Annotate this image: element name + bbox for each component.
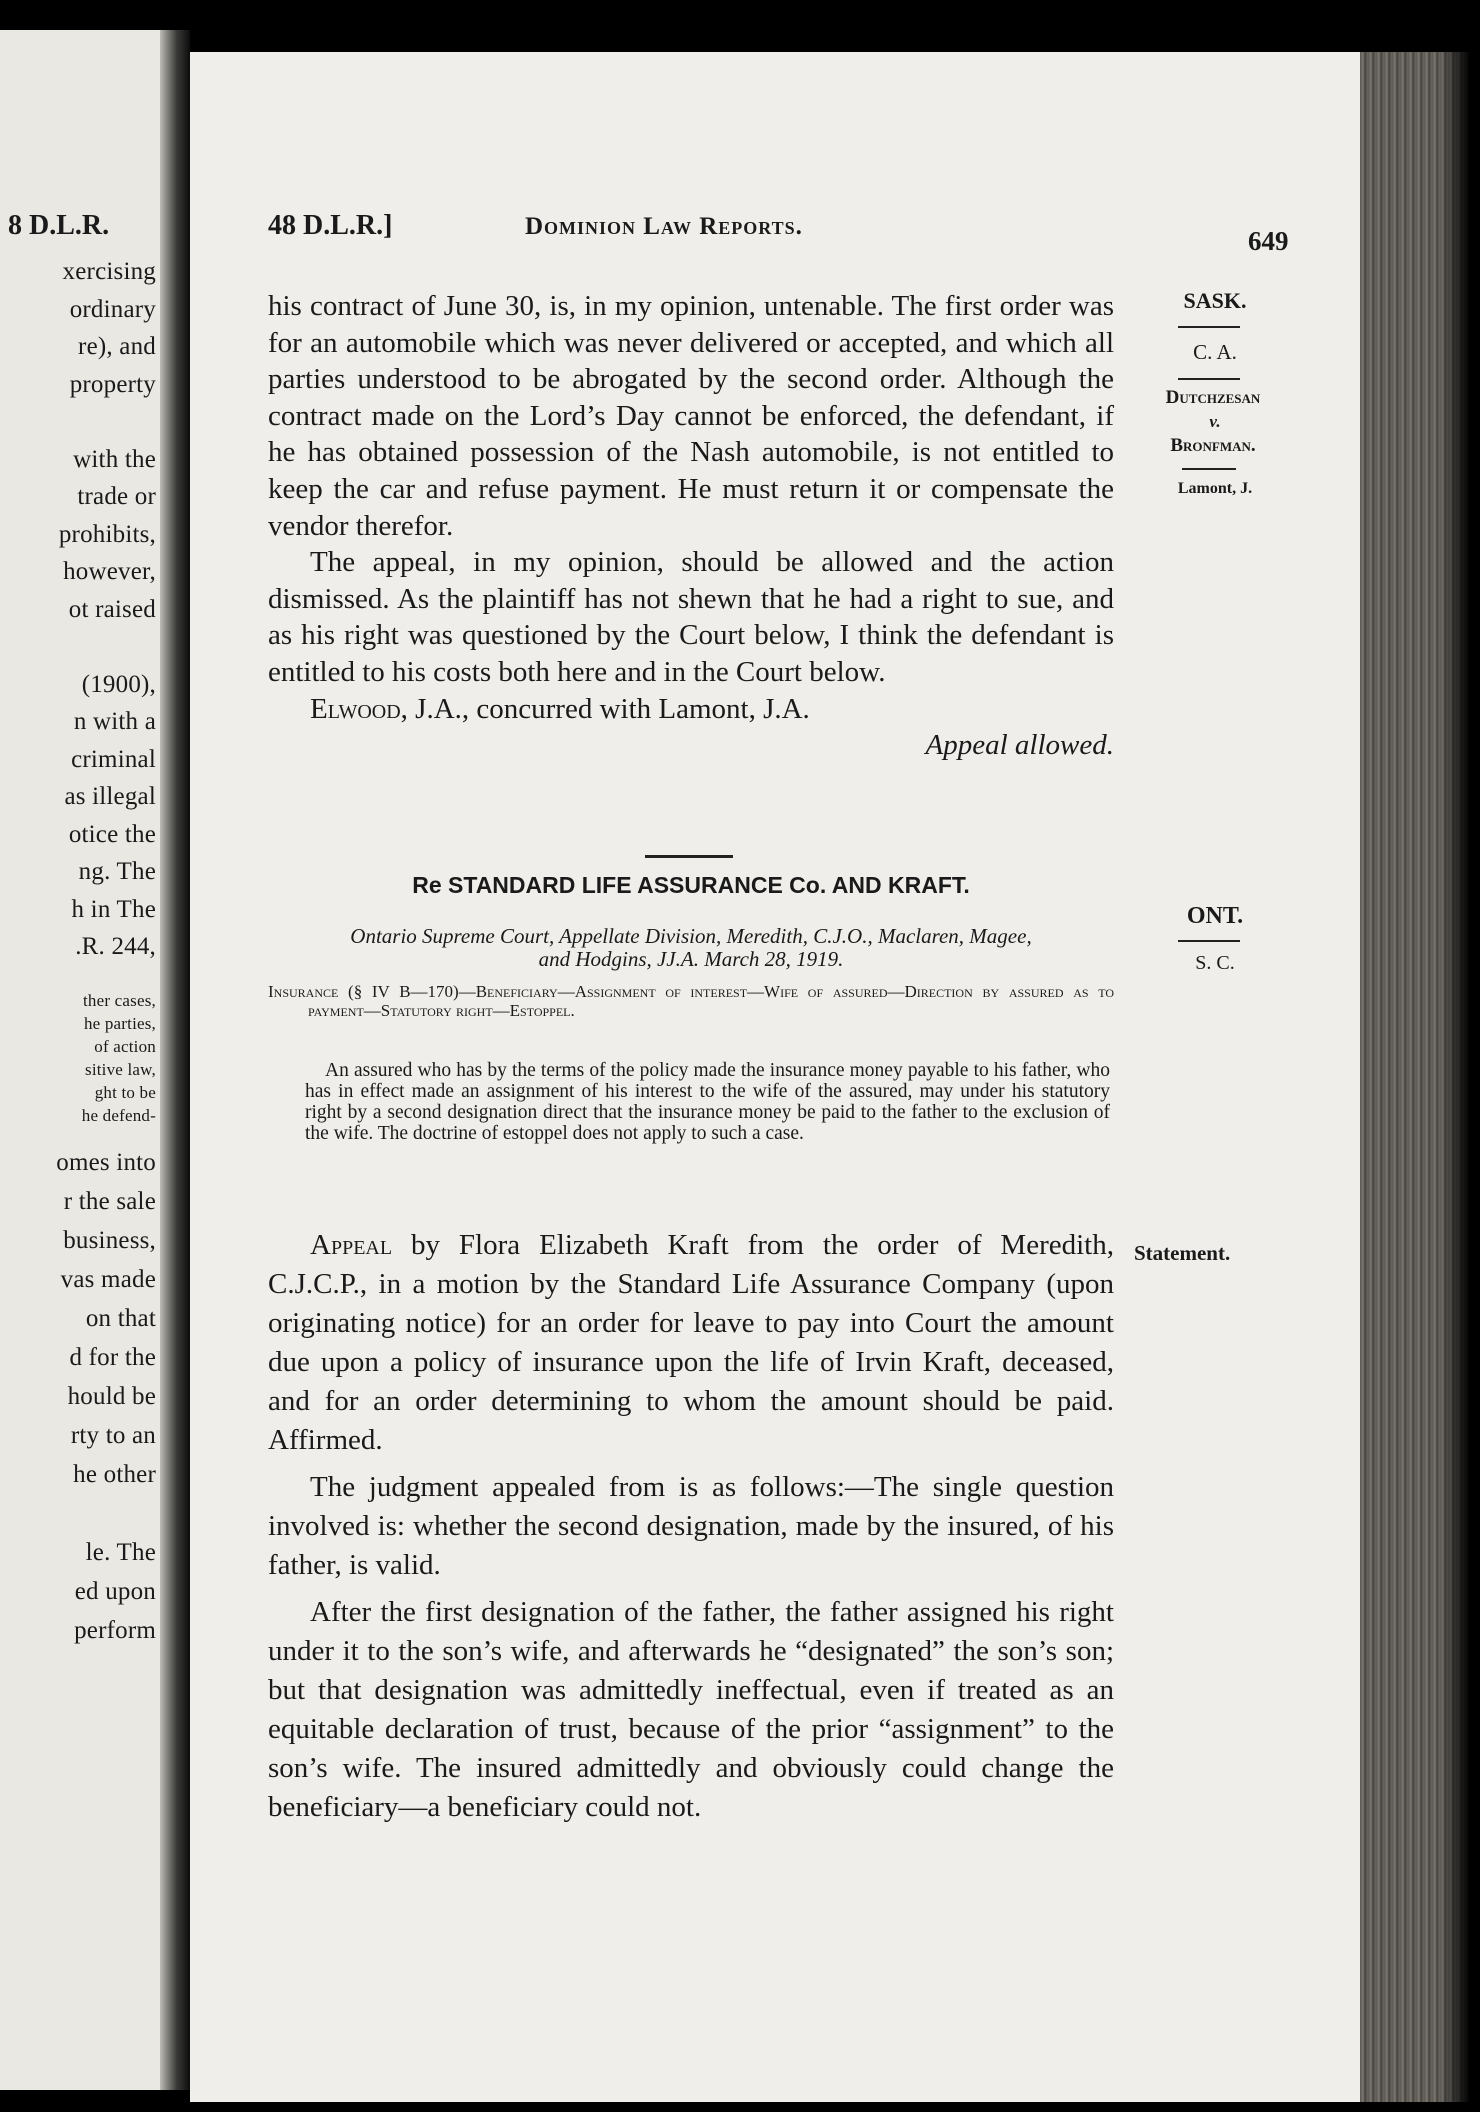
syllabus: An assured who has by the terms of the policy made the insurance money payable to his father, who has in effect made an assignment of his interest to the wife of the assured, may under his statutory right by a second designation direct that the insurance money be paid to the father to the exclusion of the wife. The doctrine of estoppel does not apply to such a case. [305, 1060, 1110, 1144]
sidenote-party-defendant: Bronfman. [1170, 435, 1256, 456]
left-facing-page [0, 30, 168, 2090]
section-divider [645, 855, 733, 858]
left-page-line: prohibits, [58, 520, 156, 548]
sidenote-province: SASK. [1183, 288, 1247, 313]
sidenote-rule [1182, 468, 1236, 470]
left-page-line: of action [94, 1036, 156, 1056]
sidenote-party-plaintiff: Dutchzesan [1165, 387, 1261, 408]
left-page-line: ed upon [74, 1577, 156, 1605]
left-page-line: sitive law, [85, 1059, 156, 1079]
left-page-line: (1900), [81, 670, 156, 698]
left-page-line: ng. The [78, 858, 156, 885]
sidenote-versus: v. [1209, 412, 1221, 431]
running-header-volume: 48 D.L.R.] [268, 210, 393, 241]
left-page-line: he defend- [81, 1105, 156, 1125]
left-page-line: xercising [62, 258, 156, 285]
book-gutter [160, 30, 190, 2090]
left-page-line: property [69, 370, 156, 398]
sidenote-statement: Statement. [1134, 1241, 1231, 1265]
paragraph: After the first designation of the father, the father assigned his right under it to the son’s wife, and afterwards he “designated” the son’s son; but that designation was admittedly ineffectual, even if treated as an equitable declaration of trust, because of the prior “assignment” to the son’s wife. The insured admittedly and obviously could change the beneficiary—a beneficiary could not. [268, 1596, 1114, 1823]
left-page-line: he other [73, 1460, 156, 1488]
left-page-line: however, [63, 558, 156, 585]
case-title: Re STANDARD LIFE ASSURANCE Co. AND KRAFT. [412, 872, 970, 898]
judge-name: Elwood, J.A. [310, 692, 462, 725]
left-page-line: vas made [60, 1265, 156, 1293]
left-page-line: otice the [68, 820, 156, 848]
left-page-line: trade or [77, 483, 156, 510]
left-page-line: d for the [69, 1343, 156, 1371]
page-edge [1360, 52, 1470, 2102]
left-page-line: as illegal [64, 783, 156, 810]
page-number: 649 [1248, 226, 1289, 256]
headnote-topic: Insurance (§ IV B—170)—Beneficiary—Assignment of interest—Wife of assured—Direction by assured as to payment—Statutory right—Estoppel. [268, 982, 1114, 1020]
left-page-header: 8 D.L.R. [8, 210, 110, 241]
sidenote-rule [1178, 940, 1240, 942]
paragraph: Elwood, J.A., concurred with Lamont, J.A. [310, 692, 810, 725]
left-page-line: .R. 244, [75, 933, 156, 960]
left-page-line: with the [73, 445, 156, 473]
left-page-line: omes into [56, 1148, 156, 1176]
left-page-line: hould be [67, 1382, 156, 1410]
sidenote-province: ONT. [1186, 903, 1244, 929]
left-page-line: rty to an [70, 1421, 156, 1449]
statement-lead: Appeal [310, 1229, 393, 1261]
left-page-line: on that [85, 1304, 156, 1332]
left-page-line: perform [74, 1616, 156, 1644]
judgment-text [268, 288, 1114, 764]
left-page-line: h in The [71, 895, 156, 923]
sidenote-rule [1178, 326, 1240, 328]
left-page-line: ot raised [68, 595, 156, 623]
paragraph: The judgment appealed from is as follows:—The single question involved is: whether the second designation, made by the insured, of his father, is valid. [268, 1471, 1114, 1581]
running-header-title: Dominion Law Reports. [525, 213, 803, 240]
left-page-line: re), and [78, 333, 156, 360]
left-page-line: ordinary [69, 295, 156, 323]
left-page-line: ght to be [94, 1082, 156, 1102]
left-page-line: le. The [85, 1538, 156, 1566]
sidenote-rule [1178, 378, 1240, 380]
left-page-line: r the sale [63, 1187, 156, 1215]
left-page-line: criminal [71, 745, 156, 773]
sidenote-court: C. A. [1193, 340, 1237, 364]
left-page-line: n with a [73, 708, 156, 735]
paragraph: The appeal, in my opinion, should be allowed and the action dismissed. As the plaintiff has not shewn that he had a right to sue, and as his right was questioned by the Court below, I think the defendant is entitled to his costs both here and in the Court below. [268, 546, 1114, 688]
left-page-line: business, [63, 1226, 156, 1254]
result: Appeal allowed. [925, 729, 1114, 762]
paragraph: his contract of June 30, is, in my opinion, untenable. The first order was for an automobile which was never delivered or accepted, and which all parties understood to be abrogated by the second order. Although the contract made on the Lord’s Day cannot be enforced, the defendant, if he has obtained possession of the Nash automobile, is not entitled to keep the car and refuse payment. He must return it or compensate the vendor therefor. [268, 290, 1114, 542]
left-page-line: he parties, [83, 1013, 156, 1033]
paragraph: Appeal by Flora Elizabeth Kraft from the order of Meredith, C.J.C.P., in a motion by the Standard Life Assurance Company (upon originating notice) for an order for leave to pay into Court the amount due upon a policy of insurance upon the life of Irvin Kraft, deceased, and for an order determining to whom the amount should be paid. Affirmed. [268, 1229, 1114, 1456]
judgment-text [268, 1226, 1114, 1827]
left-page-line: ther cases, [83, 990, 156, 1010]
sidenote-judge: Lamont, J. [1177, 480, 1253, 497]
court-line: Ontario Supreme Court, Appellate Division, Meredith, C.J.O., Maclaren, Magee, and Hodgins, JJ.A. March 28, 1919. [350, 924, 1032, 971]
sidenote-court: S. C. [1195, 952, 1235, 974]
